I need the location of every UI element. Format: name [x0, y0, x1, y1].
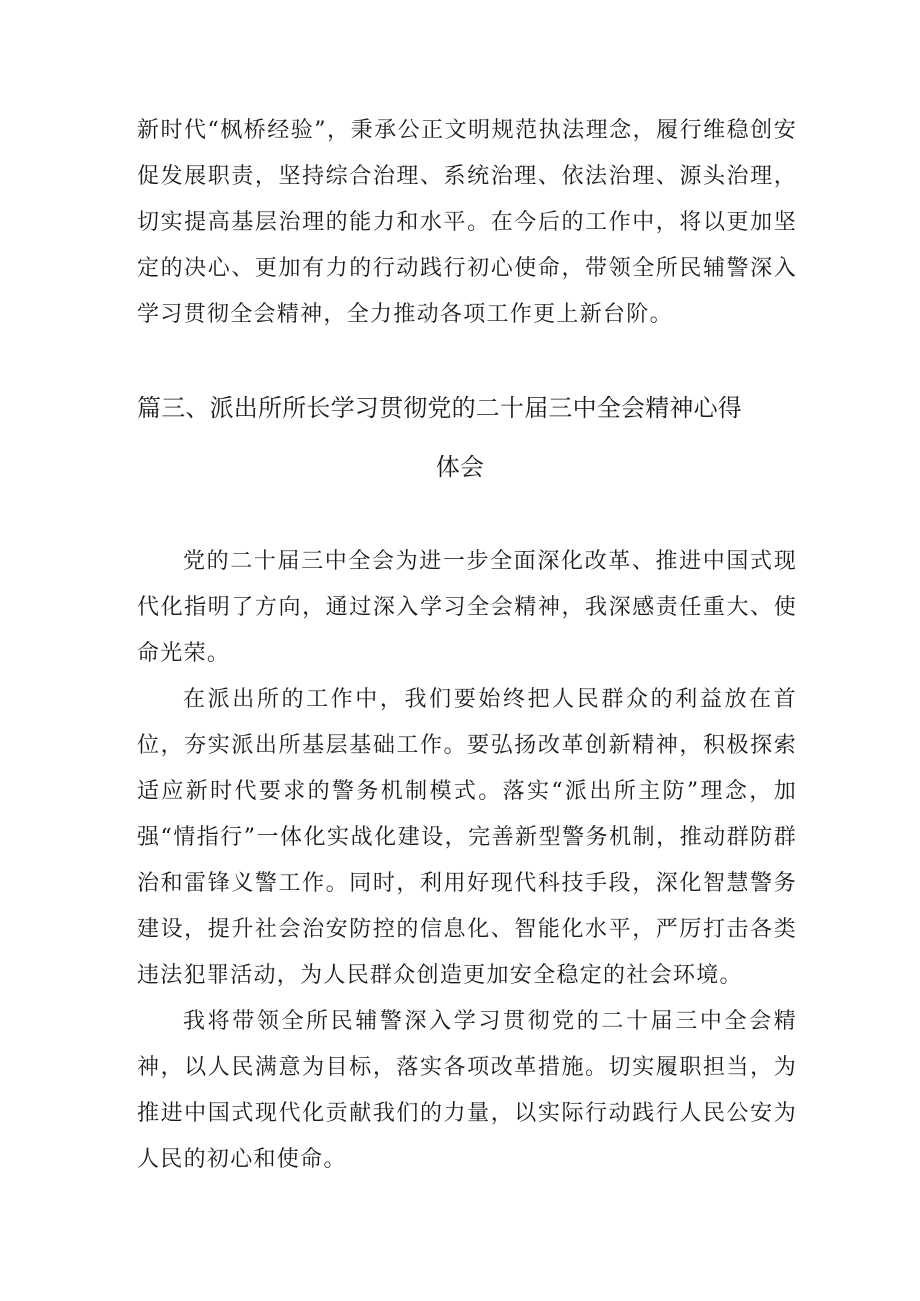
section-title: 篇三、派出所所长学习贯彻党的二十届三中全会精神心得 — [137, 394, 742, 422]
section-body — [137, 539, 797, 1183]
body-paragraph: 我将带领全所民辅警深入学习贯彻党的二十届三中全会精神，以人民满意为目标，落实各项改革措施。切实履职担当，为推进中国式现代化贡献我们的力量，以实际行动践行人民公安为人民的初心和使命。 — [137, 1009, 797, 1172]
continuation-paragraph: 新时代“枫桥经验”，秉承公正文明规范执法理念，履行维稳创安促发展职责，坚持综合治理、系统治理、依法治理、源头治理，切实提高基层治理的能力和水平。在今后的工作中，将以更加坚定的决心、更加有力的行动践行初心使命，带领全所民辅警深入学习贯彻全会精神，全力推动各项工作更上新台阶。 — [137, 118, 797, 327]
body-paragraph: 党的二十届三中全会为进一步全面深化改革、推进中国式现代化指明了方向，通过深入学习全会精神，我深感责任重大、使命光荣。 — [137, 549, 797, 666]
section-title-continued: 体会 — [435, 453, 485, 481]
body-paragraph: 在派出所的工作中，我们要始终把人民群众的利益放在首位，夯实派出所基层基础工作。要弘扬改革创新精神，积极探索适应新时代要求的警务机制模式。落实“派出所主防”理念，加强“情指行”一体化实战化建设，完善新型警务机制，推动群防群治和雷锋义警工作。同时，利用好现代科技手段，深化智慧警务建设，提升社会治安防控的信息化、智能化水平，严厉打击各类违法犯罪活动，为人民群众创造更加安全稳定的社会环境。 — [137, 687, 797, 988]
